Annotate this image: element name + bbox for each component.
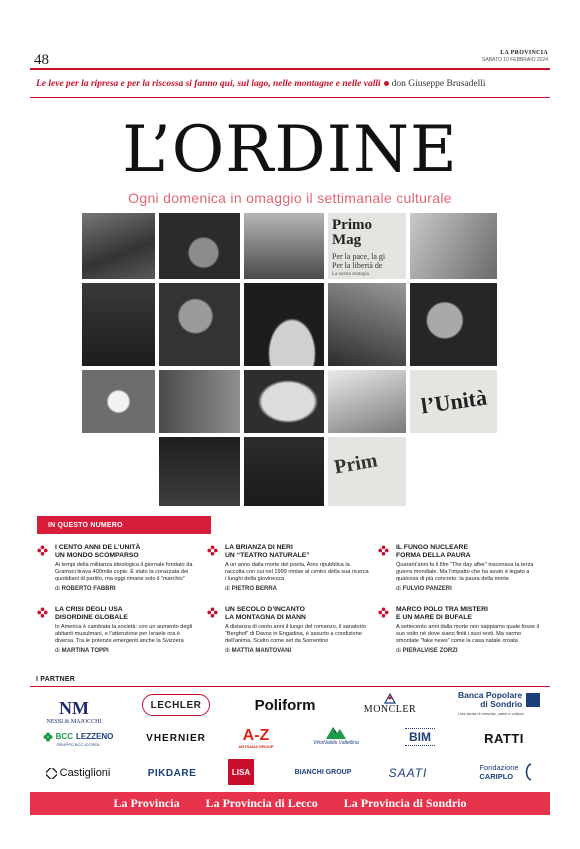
- article-byline: di PIETRO BERRA: [225, 586, 278, 592]
- photo-tile: [159, 437, 240, 506]
- partner-logo-poliform[interactable]: Poliform: [254, 696, 316, 714]
- article-item[interactable]: [378, 606, 541, 654]
- photo-tile: [410, 283, 497, 366]
- photo-tile: [410, 213, 497, 279]
- photo-tile: [328, 370, 406, 433]
- cariplo-mark-icon: [523, 762, 533, 782]
- newspaper-tile: [328, 213, 406, 279]
- newspaper-headline: l’Unità: [419, 384, 488, 418]
- quote-text: Le leve per la ripresa e per la riscossa si fanno qui, sul lago, nelle montagne e nelle valli: [36, 79, 381, 89]
- newspaper-headline: Prim: [332, 449, 379, 479]
- photo-tile: [82, 370, 155, 433]
- mountain-icon: [324, 724, 348, 740]
- flower-icon: [207, 545, 218, 556]
- article-summary: In America è cambiata la società: con un aumento degli abitanti musulmani, e l’attenzione per Israele ora è diversa. Tra le potenze emergenti anche la Svizzera: [55, 624, 193, 644]
- newspaper-line: La nostra strategia: [332, 272, 369, 277]
- supplement-subtitle: Ogni domenica in omaggio il settimanale culturale: [128, 190, 452, 206]
- partner-logo-nessi-majocchi[interactable]: NM NESSI & MAJOCCHI: [46, 697, 102, 725]
- photo-tile: [328, 283, 406, 366]
- partner-logo-bianchi-group[interactable]: BIANCHI GROUP: [294, 768, 352, 776]
- quote-bullet-icon: [384, 81, 389, 86]
- partners-label: I PARTNER: [36, 676, 76, 683]
- quote-rule: [30, 97, 550, 98]
- photo-tile: [82, 213, 155, 279]
- article-title: LA BRIANZA DI NERI UN “TEATRO NATURALE”: [225, 544, 310, 559]
- article-summary: A un anno dalla morte del poeta, Ares ripubblica la raccolta con cui nel 1999 rimise al centro della sua ricerca i luoghi della giovinezza: [225, 562, 369, 582]
- article-summary: Ai tempi della militanza ideologica il giornale fondato da Gramsci tirava 400mila copie. È stato la corazzata dei quotidiani di partito, ma oggi rimane solo il “marchio”: [55, 562, 193, 582]
- newspaper-tile: [410, 370, 497, 433]
- issue-date: SABATO 10 FEBBRAIO 2024: [482, 57, 548, 63]
- article-byline: di FULVIO PANZERI: [396, 586, 452, 592]
- quote-bar: [30, 73, 550, 95]
- article-title: LA CRISI DEGLI USA DISORDINE GLOBALE: [55, 606, 128, 621]
- partner-logo-castiglioni[interactable]: Castiglioni: [38, 762, 118, 784]
- page-number: 48: [34, 52, 49, 68]
- partner-logo-artsana[interactable]: A-Z ARTSANA GROUP: [238, 726, 274, 749]
- newspaper-headline: Primo Mag: [332, 217, 372, 248]
- partner-logo-saati[interactable]: SAATI: [388, 766, 428, 780]
- footer-item: La Provincia di Lecco: [205, 796, 318, 810]
- partner-logo-moncler[interactable]: MONCLER: [355, 688, 425, 718]
- flower-icon: [378, 607, 389, 618]
- partner-logo-bim[interactable]: BIM: [392, 722, 448, 752]
- partner-logo-lechler[interactable]: LECHLER: [142, 694, 210, 716]
- partner-logo-ratti[interactable]: RATTI: [484, 730, 524, 746]
- masthead-small: [482, 50, 548, 63]
- article-title: IL FUNGO NUCLEARE FORMA DELLA PAURA: [396, 544, 471, 559]
- partner-logo-banca-popolare-sondrio[interactable]: Banca Popolare di Sondrio Una storia di crescita, valori e cultura: [458, 686, 548, 720]
- article-byline: di MARTINA TOPPI: [55, 648, 109, 654]
- photo-tile: [82, 283, 155, 366]
- photo-tile: [244, 370, 324, 433]
- article-item[interactable]: [37, 544, 200, 592]
- article-item[interactable]: [37, 606, 200, 654]
- paper-name: LA PROVINCIA: [500, 50, 548, 56]
- quote-author: don Giuseppe Brusadelli: [391, 79, 486, 89]
- flower-icon: [378, 545, 389, 556]
- newspaper-line: Per la pace, la gi: [332, 252, 386, 261]
- article-byline: di ROBERTO FABBRI: [55, 586, 116, 592]
- article-byline: di MATTIA MANTOVANI: [225, 648, 292, 654]
- newspaper-line: Per la libertà de: [332, 261, 383, 270]
- article-title: MARCO POLO TRA MISTERI E UN MARE DI BUFALE: [396, 606, 488, 621]
- photo-tile: [244, 213, 324, 279]
- flower-icon: [37, 545, 48, 556]
- footer-item: La Provincia di Sondrio: [343, 796, 467, 810]
- newspaper-tile: [328, 437, 406, 506]
- bps-mark-icon: [526, 693, 540, 707]
- partner-logo-pikdare[interactable]: PIKDARE: [147, 767, 197, 779]
- footer-item: La Provincia: [113, 796, 180, 810]
- header-rule: [30, 68, 550, 70]
- article-item[interactable]: [207, 544, 370, 592]
- flower-icon: [207, 607, 218, 618]
- article-title: I CENTO ANNI DE L’UNITÀ UN MONDO SCOMPARSO: [55, 544, 141, 559]
- supplement-title: L’ORDINE: [122, 113, 458, 187]
- flower-icon: [37, 607, 48, 618]
- article-title: UN SECOLO D’INCANTO LA MONTAGNA DI MANN: [225, 606, 306, 621]
- article-summary: A distanza di cento anni il luogo del romanzo, il sanatorio “Berghof” di Davos in Engadina, è assurto a condizione dell’anima. Scelto come set da Sorrentino: [225, 624, 366, 644]
- photo-tile: [159, 370, 240, 433]
- partner-logo-fondazione-cariplo[interactable]: Fondazione CARIPLO: [468, 758, 544, 786]
- partner-logo-bcc-lezzeno[interactable]: BCC LEZZENO GRUPPO BCC ICCREA: [38, 726, 118, 752]
- partner-logo-vhernier[interactable]: VHERNIER: [146, 732, 206, 744]
- article-item[interactable]: [207, 606, 370, 654]
- partner-logo-lisa[interactable]: LISA: [228, 759, 254, 785]
- photo-tile: [159, 213, 240, 279]
- photo-tile: [159, 283, 240, 366]
- photo-tile: [244, 437, 324, 506]
- article-summary: Quarant’anni fa il film “The day after” inscenava la terza guerra mondiale. Ma l’impatto che ha avuto è legato a qualcosa di più concreto: la paura della morte: [396, 562, 534, 582]
- article-item[interactable]: [378, 544, 541, 592]
- section-label: IN QUESTO NUMERO: [37, 516, 211, 534]
- photo-tile: [244, 283, 324, 366]
- photo-mosaic: [82, 213, 497, 506]
- footer-bar: [30, 792, 550, 815]
- bcc-clover-icon: [43, 732, 53, 742]
- partner-logo-vino-valtellina[interactable]: VinoNobile Valtellina: [305, 718, 367, 752]
- moncler-rooster-icon: [383, 692, 397, 704]
- article-byline: di PIERALVISE ZORZI: [396, 648, 458, 654]
- castiglioni-mark-icon: [46, 768, 57, 779]
- article-summary: A settecento anni dalla morte non sappiamo quale fosse il suo volto né dove siano finiti i suoi resti. Ma varmo smontate “fake news” come la casa natale croata: [396, 624, 540, 644]
